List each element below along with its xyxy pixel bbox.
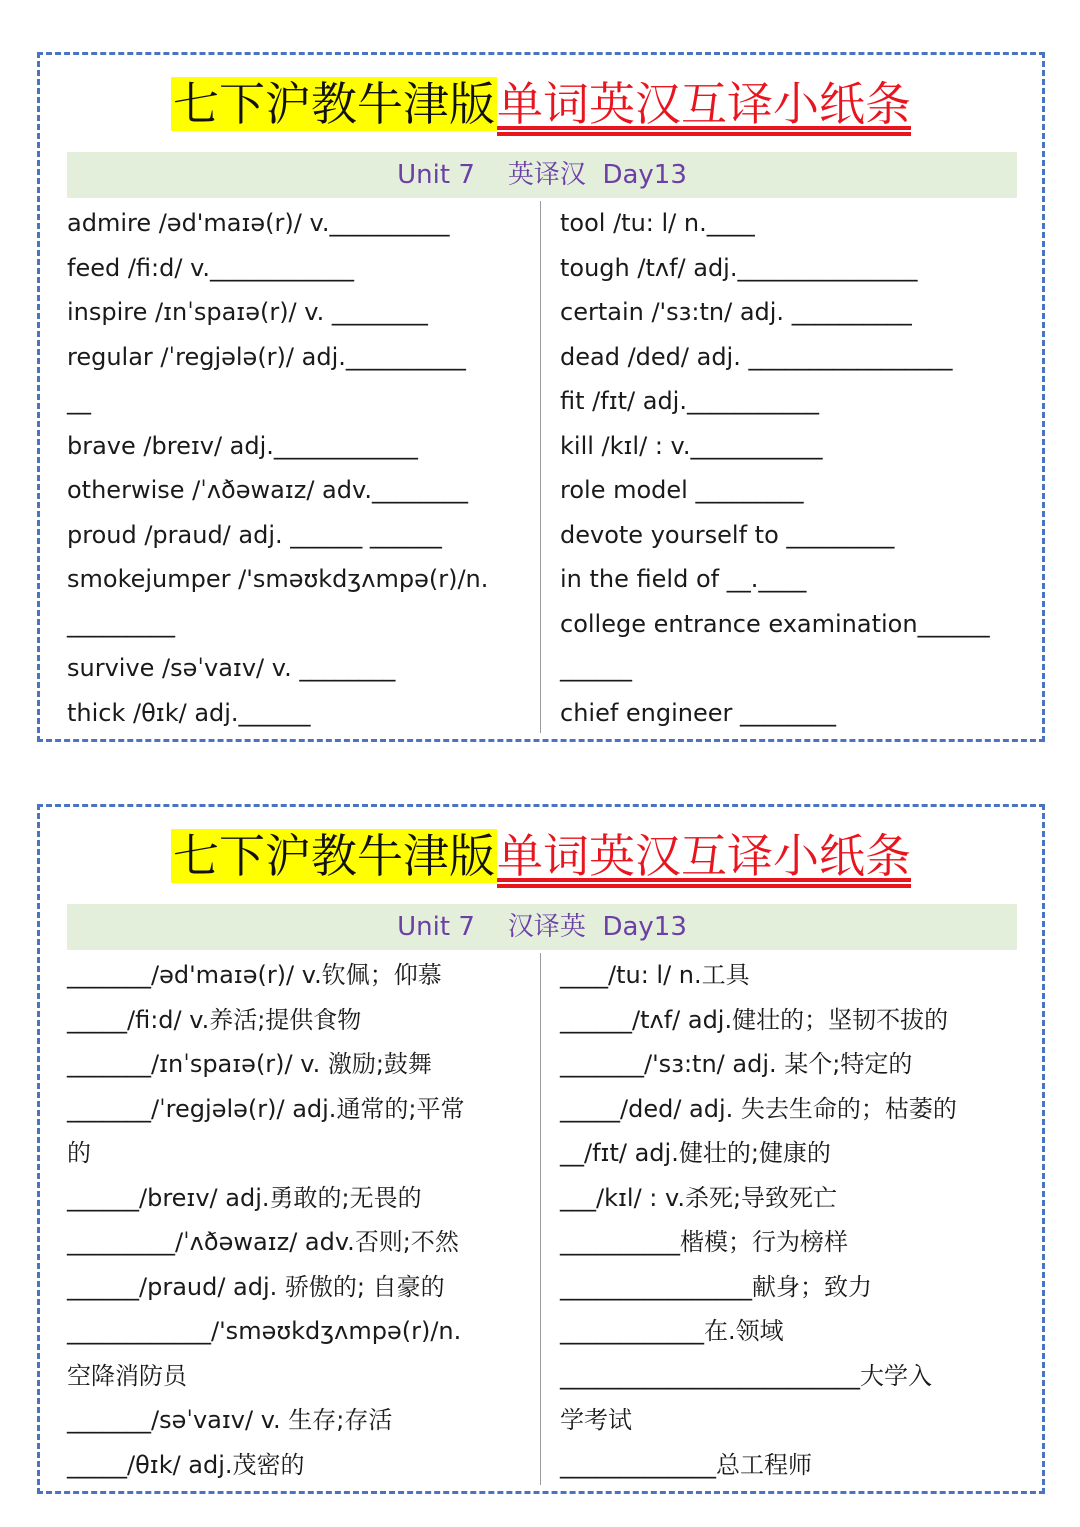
vocab-line: certain /'sɜ:tn/ adj. __________ (560, 298, 912, 326)
vocab-line: college entrance examination______ (560, 609, 990, 638)
vocab-line: tough /tʌf/ adj._______________ (560, 253, 918, 282)
vocab-line: survive /səˈvaɪv/ v. ________ (67, 654, 396, 682)
column-divider (540, 201, 541, 733)
vocab-card-en-to-cn (37, 52, 1045, 742)
unit-band: Unit 7 汉译英 Day13 (67, 904, 1017, 950)
right-column (560, 201, 1020, 735)
right-column (560, 953, 1020, 1487)
vocab-line: _________ (67, 609, 175, 638)
vocab-line: _________/ˈʌðəwaɪz/ adv.否则;不然 (67, 1228, 459, 1256)
vocab-line: proud /praud/ adj. ______ ______ (67, 520, 442, 549)
vocab-line: chief engineer ________ (560, 698, 837, 727)
vocab-line: _____/ded/ adj. 失去生命的；枯萎的 (560, 1094, 957, 1123)
card-title (40, 67, 1042, 141)
vocab-line: role model _________ (560, 476, 804, 504)
vocab-line: dead /ded/ adj. _________________ (560, 342, 953, 371)
title-red: 单词英汉互译小纸条 (497, 829, 911, 883)
left-column (67, 201, 507, 735)
vocab-card-cn-to-en (37, 804, 1045, 1494)
title-red: 单词英汉互译小纸条 (497, 77, 911, 131)
vocab-line: ____________在.领域 (560, 1317, 784, 1345)
vocab-line: _____/fi:d/ v.养活;提供食物 (67, 1005, 362, 1034)
vocab-line: devote yourself to _________ (560, 520, 895, 549)
vocab-line: thick /θɪk/ adj.______ (67, 698, 311, 727)
vocab-line: _______/ˈregjələ(r)/ adj.通常的;平常 (67, 1094, 465, 1123)
vocab-line: in the field of __.____ (560, 565, 807, 593)
title-highlight: 七下沪教牛津版 (173, 829, 495, 883)
vocab-line: __ (67, 387, 91, 415)
vocab-line: ____________/'sməʊkdʒʌmpə(r)/n. (67, 1317, 462, 1345)
vocab-line: tool /tu: l/ n.____ (560, 209, 755, 237)
vocab-line: inspire /ɪnˈspaɪə(r)/ v. ________ (67, 298, 428, 326)
left-column (67, 953, 507, 1487)
vocab-line: _______/'sɜ:tn/ adj. 某个;特定的 (560, 1050, 913, 1078)
vocab-line: 学考试 (560, 1406, 632, 1434)
vocab-line: ____/tu: l/ n.工具 (560, 961, 750, 989)
vocab-line: ___/kɪl/ : v.杀死;导致死亡 (560, 1183, 838, 1212)
vocab-line: ______/tʌf/ adj.健壮的；坚韧不拔的 (560, 1005, 949, 1034)
column-divider (540, 953, 541, 1485)
vocab-line: _______/ɪnˈspaɪə(r)/ v. 激励;鼓舞 (67, 1050, 432, 1078)
vocab-line: brave /breɪv/ adj.____________ (67, 431, 418, 460)
vocab-line: 空降消防员 (67, 1361, 187, 1390)
vocab-line: kill /kɪl/ : v.___________ (560, 431, 823, 460)
vocab-line: 的 (67, 1139, 91, 1167)
vocab-line: regular /ˈregjələ(r)/ adj.__________ (67, 342, 466, 371)
vocab-line: _______/əd'maɪə(r)/ v.钦佩；仰慕 (67, 961, 442, 989)
unit-band: Unit 7 英译汉 Day13 (67, 152, 1017, 198)
vocab-line: ______ (560, 654, 632, 682)
card-title (40, 819, 1042, 893)
vocab-line: admire /əd'maɪə(r)/ v.__________ (67, 209, 450, 237)
vocab-line: __/fɪt/ adj.健壮的;健康的 (560, 1139, 831, 1167)
title-highlight: 七下沪教牛津版 (173, 77, 495, 131)
vocab-line: ________________献身；致力 (560, 1272, 872, 1301)
vocab-line: __________楷模；行为榜样 (560, 1228, 848, 1256)
vocab-line: smokejumper /'sməʊkdʒʌmpə(r)/n. (67, 565, 489, 593)
vocab-line: _________________________大学入 (560, 1361, 932, 1390)
vocab-line: otherwise /ˈʌðəwaɪz/ adv.________ (67, 476, 468, 504)
vocab-line: _____/θɪk/ adj.茂密的 (67, 1450, 305, 1479)
vocab-line: _______/səˈvaɪv/ v. 生存;存活 (67, 1406, 393, 1434)
vocab-line: _____________总工程师 (560, 1450, 812, 1479)
vocab-line: ______/praud/ adj. 骄傲的; 自豪的 (67, 1272, 445, 1301)
vocab-line: fit /fɪt/ adj.___________ (560, 387, 819, 415)
vocab-line: ______/breɪv/ adj.勇敢的;无畏的 (67, 1183, 422, 1212)
vocab-line: feed /fi:d/ v.____________ (67, 253, 355, 282)
